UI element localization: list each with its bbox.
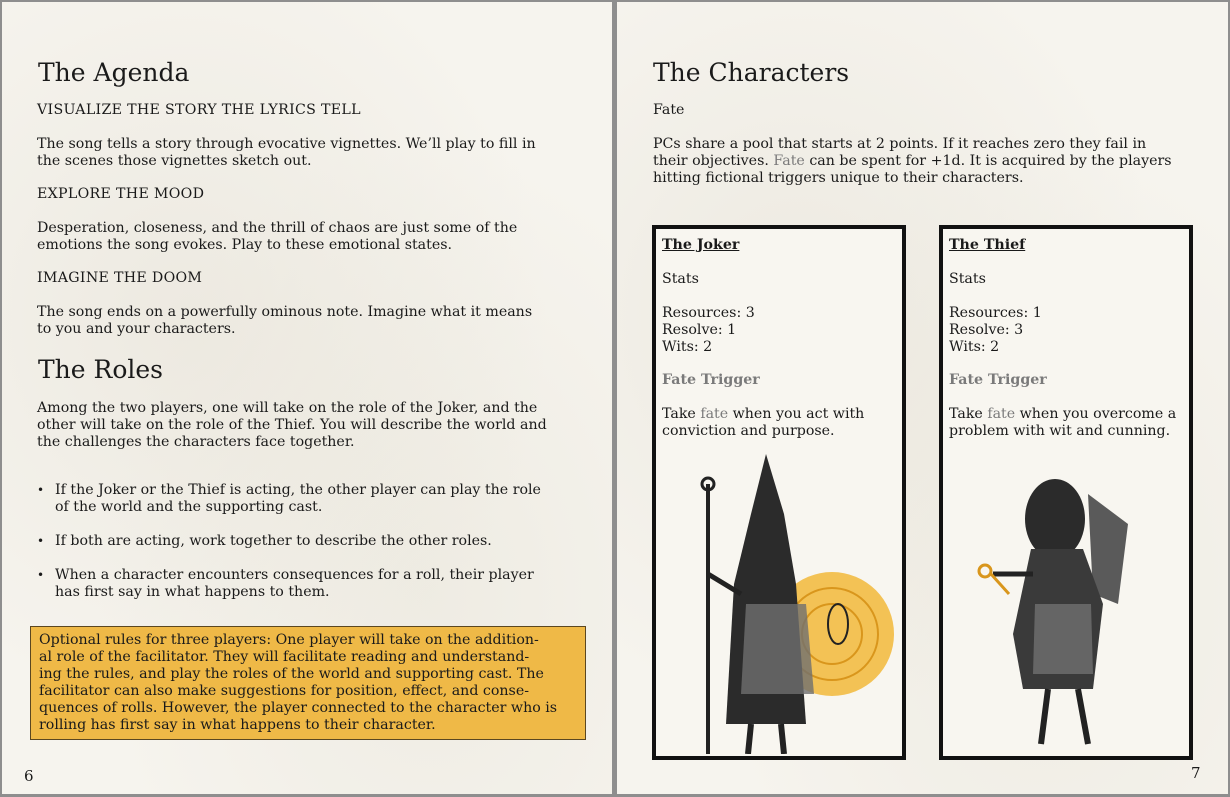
card-stats: Resources: 1 Resolve: 3 Wits: 2 — [949, 305, 1042, 355]
list-item: • When a character encounters consequences for a roll, their player has first say in what happens to them. — [36, 567, 576, 601]
card-stats-label: Stats — [949, 271, 986, 287]
card-trigger-text: Take fate when you act with conviction and purpose. — [662, 406, 865, 439]
agenda-title: The Agenda — [38, 58, 190, 87]
three-player-callout: Optional rules for three players: One player will take on the addition- al role of the facilitator. They will facilitate reading and understand- ing the rules, and play the roles of the world and supporting cast. The facilitator can also make suggestions for position, effect, and conse- quences of rolls. However, the player connected to the character who is rolling has first say in what happens to their character. — [30, 626, 586, 740]
list-item: • If the Joker or the Thief is acting, the other player can play the role of the world and the supporting cast. — [36, 482, 576, 516]
fate-keyword: Fate — [773, 153, 805, 169]
card-trigger-label: Fate Trigger — [662, 372, 760, 388]
page-number-left: 6 — [24, 767, 34, 785]
card-stats-label: Stats — [662, 271, 699, 287]
card-stats: Resources: 3 Resolve: 1 Wits: 2 — [662, 305, 755, 355]
character-card-thief — [939, 225, 1193, 760]
agenda-text-visualize: The song tells a story through evocative vignettes. We’ll play to fill in the scenes those vignettes sketch out. — [37, 136, 536, 169]
card-trigger-label: Fate Trigger — [949, 372, 1047, 388]
fate-description: PCs share a pool that starts at 2 points. If it reaches zero they fail in their objectives. Fate can be spent for +1d. It is acquired by the players hitting fictional triggers unique to their characters. — [653, 136, 1172, 186]
characters-title: The Characters — [653, 58, 850, 87]
left-page — [2, 2, 612, 794]
roles-intro: Among the two players, one will take on the role of the Joker, and the other will take on the role of the Thief. You will describe the world and the challenges the characters face together. — [37, 400, 547, 450]
agenda-heading-explore: EXPLORE THE MOOD — [37, 186, 205, 202]
roles-title: The Roles — [38, 355, 164, 384]
page-number-right: 7 — [1191, 764, 1201, 782]
agenda-text-imagine: The song ends on a powerfully ominous note. Imagine what it means to you and your characters. — [37, 304, 533, 337]
card-name: The Thief — [949, 237, 1026, 253]
agenda-heading-visualize: VISUALIZE THE STORY THE LYRICS TELL — [37, 102, 361, 118]
character-card-joker — [652, 225, 906, 760]
agenda-text-explore: Desperation, closeness, and the thrill of chaos are just some of the emotions the song evokes. Play to these emotional states. — [37, 220, 518, 253]
card-trigger-text: Take fate when you overcome a problem with wit and cunning. — [949, 406, 1177, 439]
right-page — [617, 2, 1228, 794]
fate-heading: Fate — [653, 102, 685, 118]
joker-illustration — [656, 454, 902, 754]
list-item: • If both are acting, work together to describe the other roles. — [36, 533, 576, 550]
agenda-heading-imagine: IMAGINE THE DOOM — [37, 270, 203, 286]
card-name: The Joker — [662, 237, 740, 253]
roles-bullet-list — [36, 482, 576, 618]
thief-illustration — [943, 454, 1189, 754]
